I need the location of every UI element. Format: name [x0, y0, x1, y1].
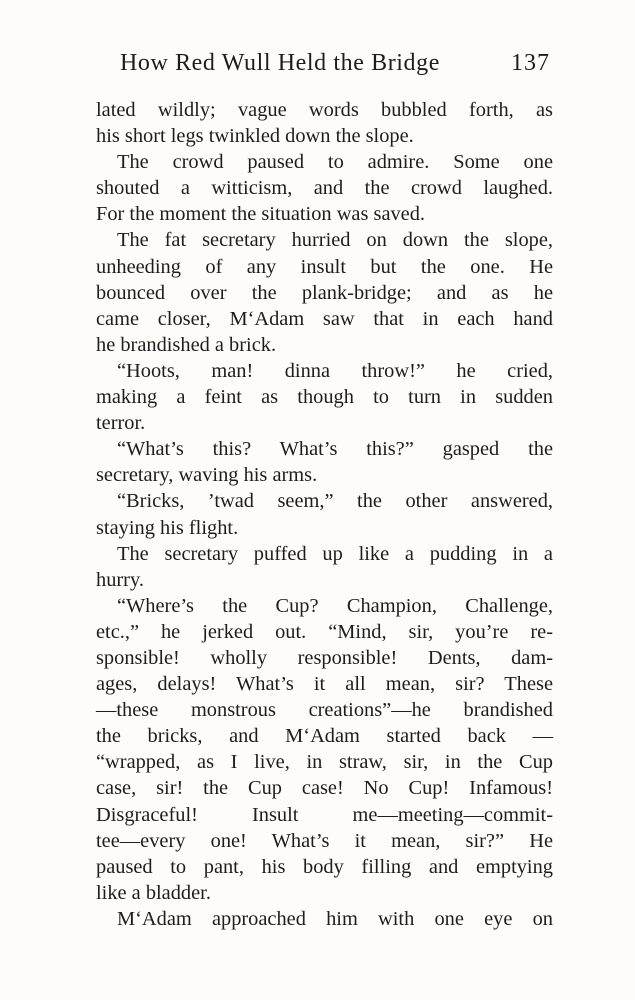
paragraph [96, 436, 553, 488]
text-line: “Bricks, ’twad seem,” the other answered, [117, 490, 553, 513]
paragraph [96, 593, 553, 906]
text-line: the bricks, and M‘Adam started back — [96, 725, 553, 748]
text-line: Disgraceful! Insult me—meeting—commit- [96, 803, 553, 826]
paragraph [96, 488, 553, 540]
text-line: lated wildly; vague words bubbled forth, as [96, 99, 553, 121]
text-line: hurry. [96, 568, 144, 591]
paragraph [96, 541, 553, 593]
paragraph [96, 227, 553, 357]
text-line: M‘Adam approached him with one eye on [117, 907, 553, 930]
text-line: like a bladder. [96, 881, 211, 904]
text-line: terror. [96, 412, 146, 435]
page-number: 137 [511, 50, 550, 76]
text-line: “Hoots, man! dinna throw!” he cried, [117, 359, 553, 382]
text-line: The fat secretary hurried on down the slope, [117, 229, 553, 252]
text-line: —these monstrous creations”—he brandished [96, 699, 553, 722]
text-line: unheeding of any insult but the one. He [96, 255, 553, 278]
text-line: The crowd paused to admire. Some one [117, 151, 553, 174]
paragraph [96, 358, 553, 436]
paragraph [96, 149, 553, 227]
paragraph [96, 97, 553, 149]
text-line: The secretary puffed up like a pudding in a [117, 542, 553, 565]
text-line: etc.,” he jerked out. “Mind, sir, you’re re- [96, 620, 553, 643]
text-line: paused to pant, his body filling and emptying [96, 855, 553, 878]
text-line: “wrapped, as I live, in straw, sir, in the Cup [96, 751, 553, 774]
text-line: came closer, M‘Adam saw that in each hand [96, 307, 553, 330]
text-line: tee—every one! What’s it mean, sir?” He [96, 829, 553, 852]
text-line: “Where’s the Cup? Champion, Challenge, [117, 594, 553, 617]
paragraph [96, 906, 553, 932]
running-head [120, 46, 550, 86]
text-line: secretary, waving his arms. [96, 464, 318, 487]
text-line: shouted a witticism, and the crowd laughed. [96, 177, 553, 200]
text-line: ages, delays! What’s it all mean, sir? These [96, 673, 553, 696]
text-line: he brandished a brick. [96, 333, 277, 356]
running-head-title: How Red Wull Held the Bridge [120, 50, 441, 76]
text-line: sponsible! wholly responsible! Dents, dam- [96, 646, 553, 669]
text-line: staying his flight. [96, 516, 239, 539]
text-line: case, sir! the Cup case! No Cup! Infamous! [96, 777, 553, 800]
text-line: making a feint as though to turn in sudden [96, 386, 553, 409]
text-line: For the moment the situation was saved. [96, 203, 426, 226]
text-line: bounced over the plank-bridge; and as he [96, 281, 553, 304]
body-text [96, 97, 553, 932]
text-line: his short legs twinkled down the slope. [96, 125, 414, 148]
text-line: “What’s this? What’s this?” gasped the [117, 438, 553, 461]
